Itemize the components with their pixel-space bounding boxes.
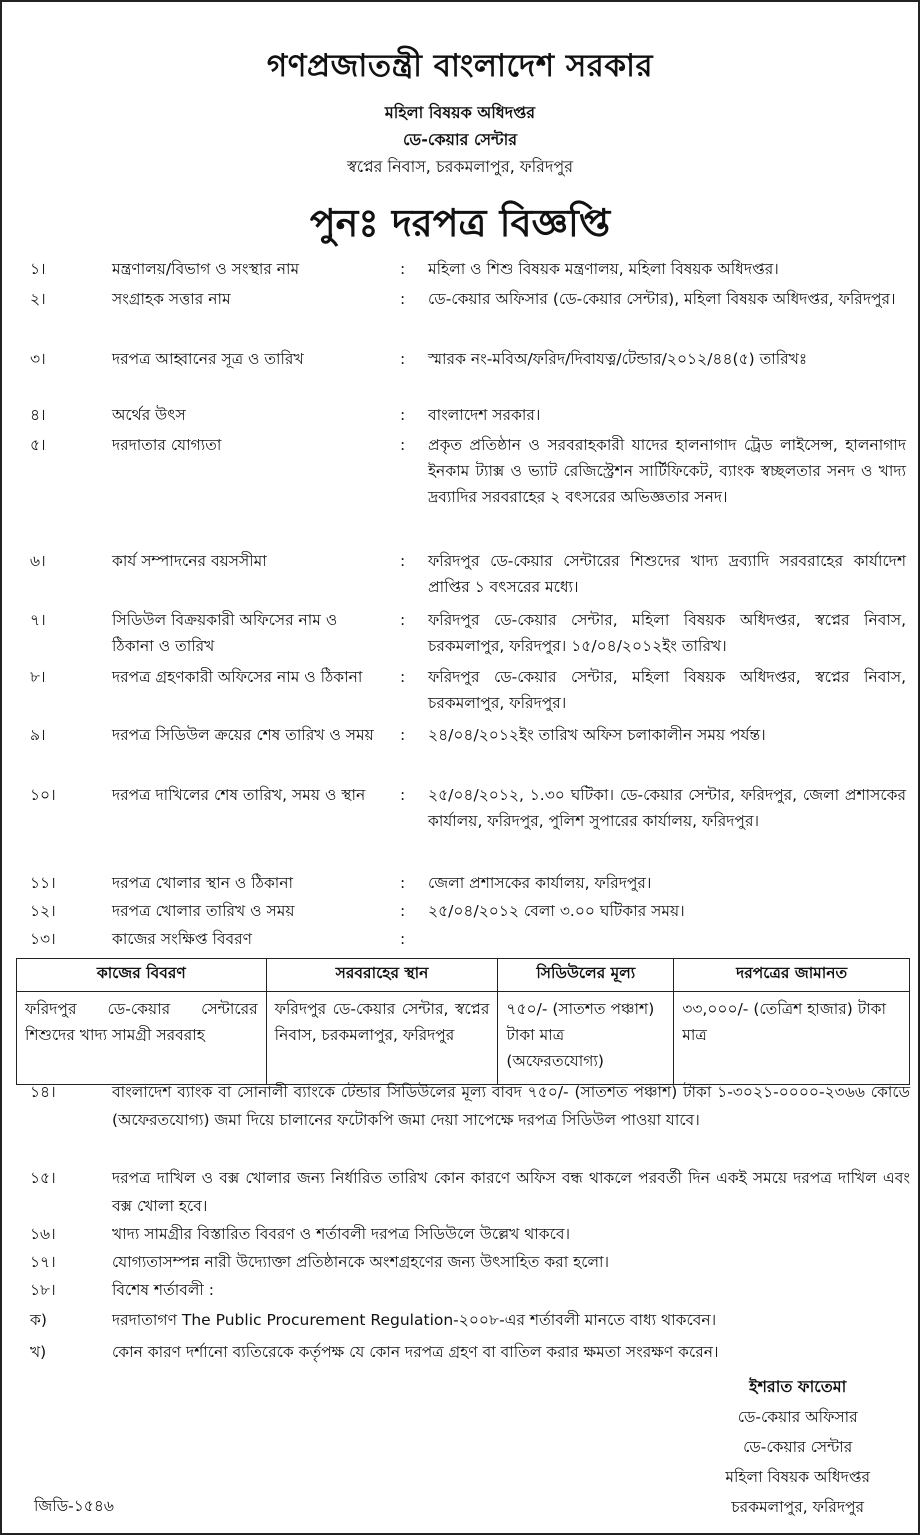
- item-colon: :: [400, 406, 406, 424]
- para-text: খাদ্য সামগ্রীর বিস্তারিত বিবরণ ও শর্তাবলী দরপত্র সিডিউলে উল্লেখ থাকবে।: [112, 1225, 570, 1243]
- signatory-name: ইশরাত ফাতেমা: [749, 1377, 847, 1396]
- item-colon: :: [400, 902, 406, 920]
- para-text: দরপত্র দাখিল ও বক্স খোলার জন্য নির্ধারিত তারিখ কোন কারণে অফিস বন্ধ থাকলে পরবর্তী দিন একই সময়ে দরপত্র দাখিল এবং বক্স খোলা হবে।: [112, 1169, 910, 1215]
- item-label: দরপত্র গ্রহণকারী অফিসের নাম ও ঠিকানা: [112, 668, 363, 686]
- signatory-department: মহিলা বিষয়ক অধিদপ্তর: [725, 1468, 870, 1486]
- item-value: ডে-কেয়ার অফিসার (ডে-কেয়ার সেন্টার), মহিলা বিষয়ক অধিদপ্তর, ফরিদপুর।: [428, 290, 896, 308]
- item-label: মন্ত্রণালয়/বিভাগ ও সংস্থার নাম: [112, 260, 300, 278]
- reference-number: জিডি-১৫৪৬: [34, 1497, 114, 1515]
- government-title: গণপ্রজাতন্ত্রী বাংলাদেশ সরকার: [266, 48, 654, 84]
- item-colon: :: [400, 786, 406, 804]
- item-number: ৪।: [30, 406, 46, 424]
- para-number: ১৫।: [30, 1169, 56, 1187]
- table-header-row: [17, 959, 910, 992]
- item-label: দরপত্র দাখিলের শেষ তারিখ, সময় ও স্থান: [112, 786, 366, 804]
- item-number: ২।: [30, 290, 46, 308]
- item-colon: :: [400, 290, 406, 308]
- cell-work: ফরিদপুর ডে-কেয়ার সেন্টারের শিশুদের খাদ্য সামগ্রী সরবরাহ: [17, 992, 267, 1085]
- item-label: দরপত্র খোলার তারিখ ও সময়: [112, 902, 295, 920]
- item-colon: :: [400, 350, 406, 368]
- item-value: ফরিদপুর ডে-কেয়ার সেন্টারের শিশুদের খাদ্য দ্রব্যাদি সরবরাহের কার্যাদেশ প্রাপ্তির ১ বৎসরের মধ্যে।: [428, 552, 906, 596]
- signature-block: [725, 1372, 870, 1522]
- col-header-security: দরপত্রের জামানত: [674, 959, 910, 992]
- office-address: স্বপ্নের নিবাস, চরকমলাপুর, ফরিদপুর: [346, 157, 574, 176]
- item-label: দরপত্র খোলার স্থান ও ঠিকানা: [112, 874, 294, 892]
- item-value: ২৫/০৪/২০১২, ১.৩০ ঘটিকা। ডে-কেয়ার সেন্টার, ফরিদপুর, জেলা প্রশাসকের কার্যালয়, ফরিদপুর, পুলিশ সুপারের কার্যালয়, ফরিদপুর।: [428, 786, 906, 830]
- item-number: ৫।: [30, 436, 46, 454]
- item-label: দরপত্র আহ্বানের সূত্র ও তারিখ: [112, 350, 304, 368]
- item-number: ১১।: [30, 874, 56, 892]
- item-value: ফরিদপুর ডে-কেয়ার সেন্টার, মহিলা বিষয়ক অধিদপ্তর, স্বপ্নের নিবাস, চরকমলাপুর, ফরিদপুর।: [428, 668, 906, 712]
- item-label: কার্য সম্পাদনের বয়সসীমা: [112, 552, 267, 570]
- item-label: অর্থের উৎস: [112, 406, 186, 424]
- item-colon: :: [400, 930, 406, 948]
- para-number: ক): [30, 1311, 47, 1329]
- para-number: ১৮।: [30, 1281, 56, 1299]
- item-colon: :: [400, 611, 406, 629]
- cell-place: ফরিদপুর ডে-কেয়ার সেন্টার, স্বপ্নের নিবাস, চরকমলাপুর, ফরিদপুর: [266, 992, 498, 1085]
- item-number: ৬।: [30, 552, 46, 570]
- work-table: [16, 958, 910, 1085]
- para-number: খ): [30, 1343, 47, 1361]
- cell-price: ৭৫০/- (সাতশত পঞ্চাশ) টাকা মাত্র (অফেরতযোগ্য): [498, 992, 674, 1085]
- col-header-place: সরবরাহের স্থান: [266, 959, 498, 992]
- item-value: স্মারক নং-মবিঅ/ফরিদ/দিবাযত্ন/টেন্ডার/২০১২/৪৪(৫) তারিখঃ: [428, 350, 808, 368]
- item-label: দরদাতার যোগ্যতা: [112, 436, 222, 454]
- item-colon: :: [400, 436, 406, 454]
- item-colon: :: [400, 260, 406, 278]
- col-header-price: সিডিউলের মূল্য: [498, 959, 674, 992]
- item-label: কাজের সংক্ষিপ্ত বিবরণ: [112, 930, 253, 948]
- table-row: [17, 992, 910, 1085]
- item-value: জেলা প্রশাসকের কার্যালয়, ফরিদপুর।: [428, 874, 652, 892]
- item-number: ১২।: [30, 902, 56, 920]
- item-value: মহিলা ও শিশু বিষয়ক মন্ত্রণালয়, মহিলা বিষয়ক অধিদপ্তর।: [428, 260, 779, 278]
- col-header-work: কাজের বিবরণ: [17, 959, 267, 992]
- para-number: ১৪।: [30, 1083, 56, 1101]
- item-colon: :: [400, 668, 406, 686]
- para-text: যোগ্যতাসম্পন্ন নারী উদ্যোক্তা প্রতিষ্ঠানকে অংশগ্রহণের জন্য উৎসাহিত করা হলো।: [112, 1253, 610, 1271]
- signatory-location: চরকমলাপুর, ফরিদপুর: [731, 1498, 865, 1516]
- item-number: ৩।: [30, 350, 46, 368]
- item-colon: :: [400, 726, 406, 744]
- item-colon: :: [400, 552, 406, 570]
- para-text: বিশেষ শর্তাবলী :: [112, 1281, 214, 1299]
- notice-title: পুনঃ দরপত্র বিজ্ঞপ্তি: [309, 201, 611, 245]
- item-colon: :: [400, 874, 406, 892]
- para-number: ১৭।: [30, 1253, 56, 1271]
- cell-security: ৩৩,০০০/- (তেত্রিশ হাজার) টাকা মাত্র: [674, 992, 910, 1085]
- para-text: বাংলাদেশ ব্যাংক বা সোনালী ব্যাংকে টেন্ডার সিডিউলের মূল্য বাবদ ৭৫০/- (সাতশত পঞ্চাশ) টাকা ১-৩০২১-০০০০-২৩৬৬ কোডে (অফেরতযোগ্য) জমা দিয়ে চালানের ফটোকপি জমা দেয়া সাপেক্ষে দরপত্র সিডিউল পাওয়া যাবে।: [112, 1083, 910, 1129]
- para-text: দরদাতাগণ The Public Procurement Regulation-২০০৮-এর শর্তাবলী মানতে বাধ্য থাকবেন।: [112, 1311, 717, 1329]
- item-label: সিডিউল বিক্রয়কারী অফিসের নাম ও ঠিকানা ও তারিখ: [112, 611, 338, 655]
- department-name: মহিলা বিষয়ক অধিদপ্তর: [384, 103, 536, 122]
- item-number: ১০।: [30, 786, 56, 804]
- item-label: সংগ্রাহক সত্তার নাম: [112, 290, 231, 308]
- para-number: ১৬।: [30, 1225, 56, 1243]
- item-number: ৭।: [30, 611, 46, 629]
- signatory-office: ডে-কেয়ার সেন্টার: [743, 1438, 853, 1456]
- item-value: প্রকৃত প্রতিষ্ঠান ও সরবরাহকারী যাদের হালনাগাদ ট্রেড লাইসেন্স, হালনাগাদ ইনকাম ট্যাক্স ও ভ্যাট রেজিস্ট্রেশন সার্টিফিকেট, ব্যাংক স্বচ্ছলতার সনদ ও খাদ্য দ্রব্যাদির সরবরাহের ২ বৎসরের অভিজ্ঞতার সনদ।: [428, 436, 906, 506]
- item-number: ১।: [30, 260, 46, 278]
- center-name: ডে-কেয়ার সেন্টার: [402, 130, 518, 149]
- item-label: দরপত্র সিডিউল ক্রয়ের শেষ তারিখ ও সময়: [112, 726, 374, 744]
- signatory-designation: ডে-কেয়ার অফিসার: [737, 1408, 858, 1426]
- item-value: বাংলাদেশ সরকার।: [428, 406, 541, 424]
- item-number: ৯।: [30, 726, 46, 744]
- item-number: ১৩।: [30, 930, 56, 948]
- item-number: ৮।: [30, 668, 46, 686]
- item-value: ২৪/০৪/২০১২ইং তারিখ অফিস চলাকালীন সময় পর্যন্ত।: [428, 726, 766, 744]
- item-value: ফরিদপুর ডে-কেয়ার সেন্টার, মহিলা বিষয়ক অধিদপ্তর, স্বপ্নের নিবাস, চরকমলাপুর, ফরিদপুর। ১৫/০৪/২০১২ইং তারিখ।: [428, 611, 906, 655]
- item-value: ২৫/০৪/২০১২ বেলা ৩.০০ ঘটিকার সময়।: [428, 902, 685, 920]
- para-text: কোন কারণ দর্শানো ব্যতিরেকে কর্তৃপক্ষ যে কোন দরপত্র গ্রহণ বা বাতিল করার ক্ষমতা সংরক্ষণ করেন।: [112, 1343, 719, 1361]
